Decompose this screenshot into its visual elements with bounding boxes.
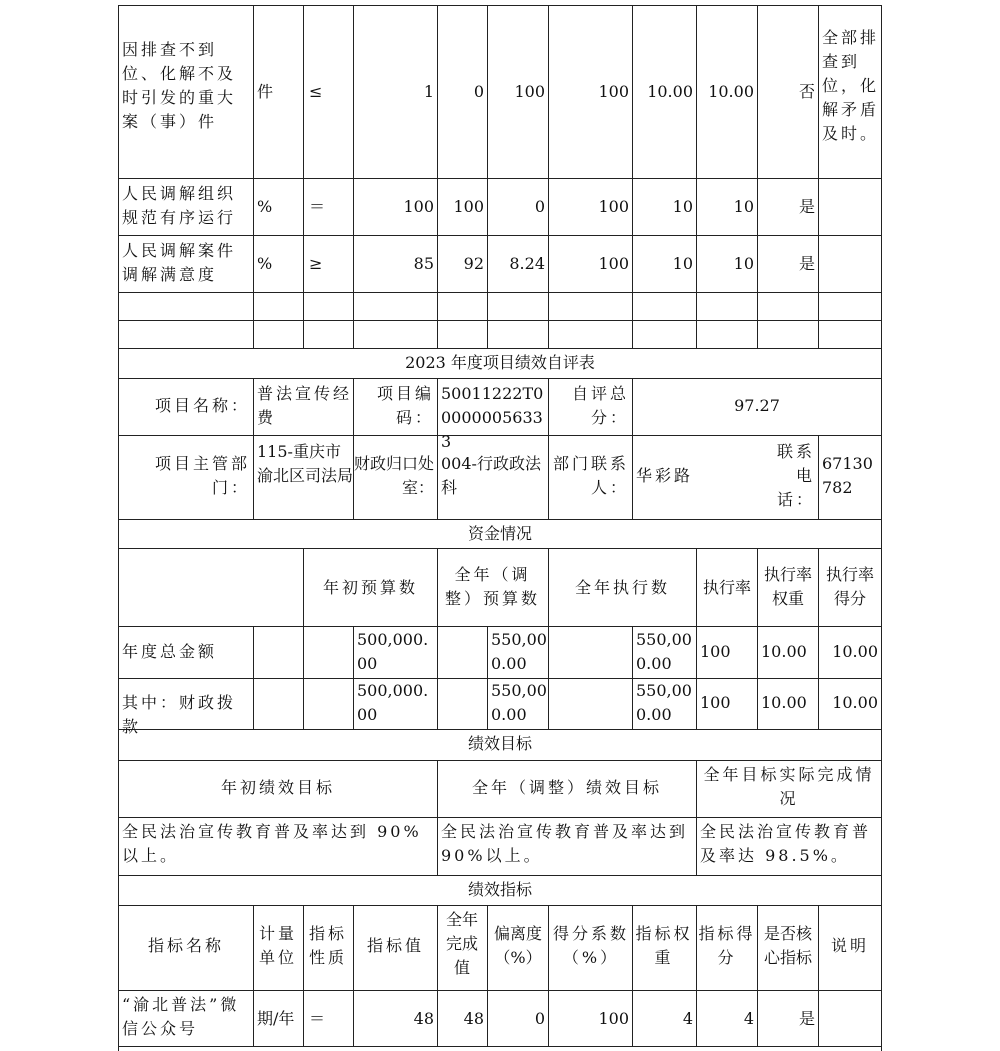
indicator-name: 人民调解组织规范有序运行 (122, 184, 237, 227)
project-code-label: 项目编码： (376, 384, 434, 427)
funds-row-label: 其中：财政拨款 (122, 693, 237, 736)
indicator-score: 10.00 (708, 82, 754, 101)
funds-header-executed: 全年执行数 (574, 578, 670, 597)
indicator-name: 人民调解案件调解满意度 (122, 241, 237, 284)
indicators-header-note: 说明 (830, 936, 869, 955)
indicator-actual: 100 (453, 197, 484, 216)
self-score-label: 自评总分： (571, 384, 629, 427)
goals-adjusted-text: 全民法治宣传教育普及率达到 90%以上。 (441, 822, 689, 865)
indicator-actual: 92 (463, 254, 484, 273)
indicator-operator: ＝ (309, 197, 326, 216)
indicator-weight: 4 (682, 1009, 693, 1028)
funds-rate-value: 100 (700, 642, 731, 661)
project-code-value: 50011222T000000056333 (441, 384, 544, 451)
funds-header-weight: 执行率权重 (763, 565, 812, 608)
indicator-target: 48 (413, 1009, 434, 1028)
indicators-header-nature: 指标性质 (308, 924, 347, 967)
indicator-unit: % (257, 254, 273, 273)
indicator-actual: 48 (463, 1009, 484, 1028)
indicator-target: 100 (403, 197, 434, 216)
indicator-operator: ＝ (309, 1009, 326, 1028)
funds-weight-value: 10.00 (761, 693, 807, 712)
indicator-unit: % (257, 197, 273, 216)
department-label: 项目主管部门： (154, 454, 250, 497)
indicator-core-flag: 是 (798, 197, 815, 216)
self-score-value: 97.27 (734, 396, 780, 415)
indicator-operator: ≤ (309, 82, 323, 101)
indicators-header-done: 全年完成值 (445, 910, 478, 977)
indicator-score: 4 (743, 1009, 754, 1028)
indicator-unit: 件 (257, 82, 274, 101)
department-value: 115-重庆市渝北区司法局 (257, 442, 354, 485)
funds-score-value: 10.00 (832, 693, 878, 712)
contact-value: 华彩路 (636, 466, 694, 485)
funds-row-label: 年度总金额 (122, 642, 218, 661)
funds-header-initial: 年初预算数 (322, 578, 418, 597)
indicator-note: 全部排查到位，化解矛盾及时。 (822, 28, 880, 143)
indicators-header-weight: 指标权重 (635, 924, 693, 967)
funds-header-rate: 执行率 (702, 578, 751, 597)
indicator-deviation: 8.24 (509, 254, 545, 273)
funds-header-score: 执行率得分 (825, 565, 874, 608)
indicator-name: “渝北普法”微信公众号 (122, 995, 240, 1038)
funds-section-title: 资金情况 (467, 524, 532, 543)
goals-header-initial: 年初绩效目标 (220, 778, 335, 797)
funds-initial-value: 500,000.00 (357, 681, 429, 724)
indicator-weight: 10 (672, 197, 693, 216)
indicator-core-flag: 是 (798, 254, 815, 273)
indicators-section-title: 绩效指标 (467, 880, 532, 899)
indicators-header-coefficient: 得分系数（%） (552, 924, 629, 967)
funds-executed-value: 550,000.00 (636, 630, 692, 673)
indicator-core-flag: 否 (798, 82, 815, 101)
indicator-actual: 0 (473, 82, 484, 101)
indicator-score: 10 (733, 254, 754, 273)
indicator-target: 85 (413, 254, 434, 273)
indicator-coefficient: 100 (598, 1009, 629, 1028)
goals-header-actual: 全年目标实际完成情况 (703, 765, 875, 808)
indicator-coefficient: 100 (598, 197, 629, 216)
funds-initial-value: 500,000.00 (357, 630, 429, 673)
project-name-label: 项目名称： (154, 396, 250, 415)
contact-label: 部门联系人： (552, 454, 629, 497)
indicator-weight: 10 (672, 254, 693, 273)
goals-initial-text: 全民法治宣传教育普及率达到 90%以上。 (122, 822, 422, 865)
funds-weight-value: 10.00 (761, 642, 807, 661)
goals-section-title: 绩效目标 (467, 734, 532, 753)
indicator-deviation: 0 (534, 1009, 545, 1028)
form-title: 2023 年度项目绩效自评表 (405, 353, 595, 372)
indicators-header-value: 指标值 (366, 936, 424, 955)
indicator-name: 因排查不到位、化解不及时引发的重大案（事）件 (122, 40, 237, 131)
finance-office-value: 004-行政政法科 (441, 454, 541, 497)
finance-office-label: 财政归口处室： (354, 454, 435, 497)
indicator-operator: ≥ (309, 254, 323, 273)
indicator-score: 10 (733, 197, 754, 216)
indicator-deviation: 0 (534, 197, 545, 216)
phone-value: 67130782 (822, 454, 873, 497)
funds-adjusted-value: 550,000.00 (491, 681, 547, 724)
funds-rate-value: 100 (700, 693, 731, 712)
indicators-header-score: 指标得分 (698, 924, 756, 967)
indicators-header-deviation: 偏离度（%） (493, 924, 542, 967)
indicator-weight: 10.00 (647, 82, 693, 101)
indicator-core-flag: 是 (798, 1009, 815, 1028)
indicators-header-unit: 计量单位 (258, 924, 297, 967)
project-name-value: 普法宣传经费 (257, 384, 353, 427)
funds-executed-value: 550,000.00 (636, 681, 692, 724)
phone-label: 联系电话： (776, 442, 815, 509)
indicator-coefficient: 100 (598, 254, 629, 273)
indicator-target: 1 (423, 82, 434, 101)
indicators-header-core: 是否核心指标 (763, 924, 812, 967)
funds-header-adjusted: 全年（调整）预算数 (445, 565, 541, 608)
indicator-deviation: 100 (514, 82, 545, 101)
indicator-coefficient: 100 (598, 82, 629, 101)
funds-score-value: 10.00 (832, 642, 878, 661)
indicators-header-name: 指标名称 (147, 936, 224, 955)
indicator-unit: 期/年 (257, 1009, 295, 1028)
goals-actual-text: 全民法治宣传教育普及率达 98.5%。 (700, 822, 872, 865)
funds-adjusted-value: 550,000.00 (491, 630, 547, 673)
goals-header-adjusted: 全年（调整）绩效目标 (471, 778, 662, 797)
